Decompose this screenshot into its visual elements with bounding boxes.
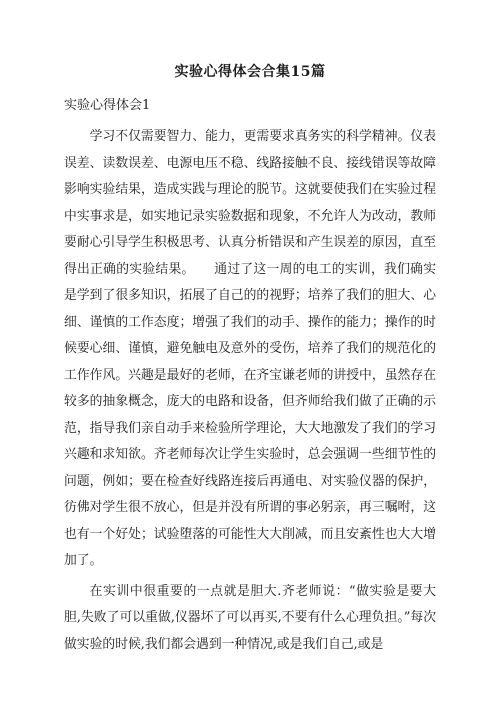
body-paragraph-1: 学习不仅需要智力、能力，更需要求真务实的科学精神。仪表误差、读数误差、电源电压不稳、线路接触不良、接线错误等故障影响实验结果，造成实践与理论的脱节。这就要使我们在实验过程中实事求是，如实地记录实验数据和现象，不允许人为改动，教师要耐心引导学生积极思考、认真分析错误和产生误差的原因，直至得出正确的实验结果。 通过了这一周的电工的实训，我们确实是学到了很多知识，拓展了自己的的视野；培养了我们的胆大、心细、谨慎的工作态度；增强了我们的动手、操作的能力；操作的时候要心细、谨慎，避免触电及意外的受伤，培养了我们的规范化的工作作风。兴趣是最好的老师，在齐宝谦老师的讲授中，虽然存在较多的抽象概念，庞大的电路和设备，但齐师给我们做了正确的示范，指导我们亲自动手来检验所学理论，大大地激发了我们的学习兴趣和求知欲。齐老师每次让学生实验时，总会强调一些细节性的问题，例如；要在检查好线路连接后再通电、对实验仪器的保护，彷佛对学生很不放心，但是并没有所谓的事必躬亲，再三嘱咐，这也有一个好处；试验堕落的可能性大大削减，而且安紊性也大大增加了。 [64,129,436,568]
body-paragraph-2: 在实训中很重要的一点就是胆大.齐老师说：“做实验是要大胆,失败了可以重做,仪器坏了可以再买,不要有什么心理负担。”每次做实验的时候,我们都会遇到一种情况,或是我们自己,或是 [64,583,436,652]
section-subtitle: 实验心得体会1 [64,98,151,113]
document-title: 实验心得体会合集15篇 [174,64,326,80]
